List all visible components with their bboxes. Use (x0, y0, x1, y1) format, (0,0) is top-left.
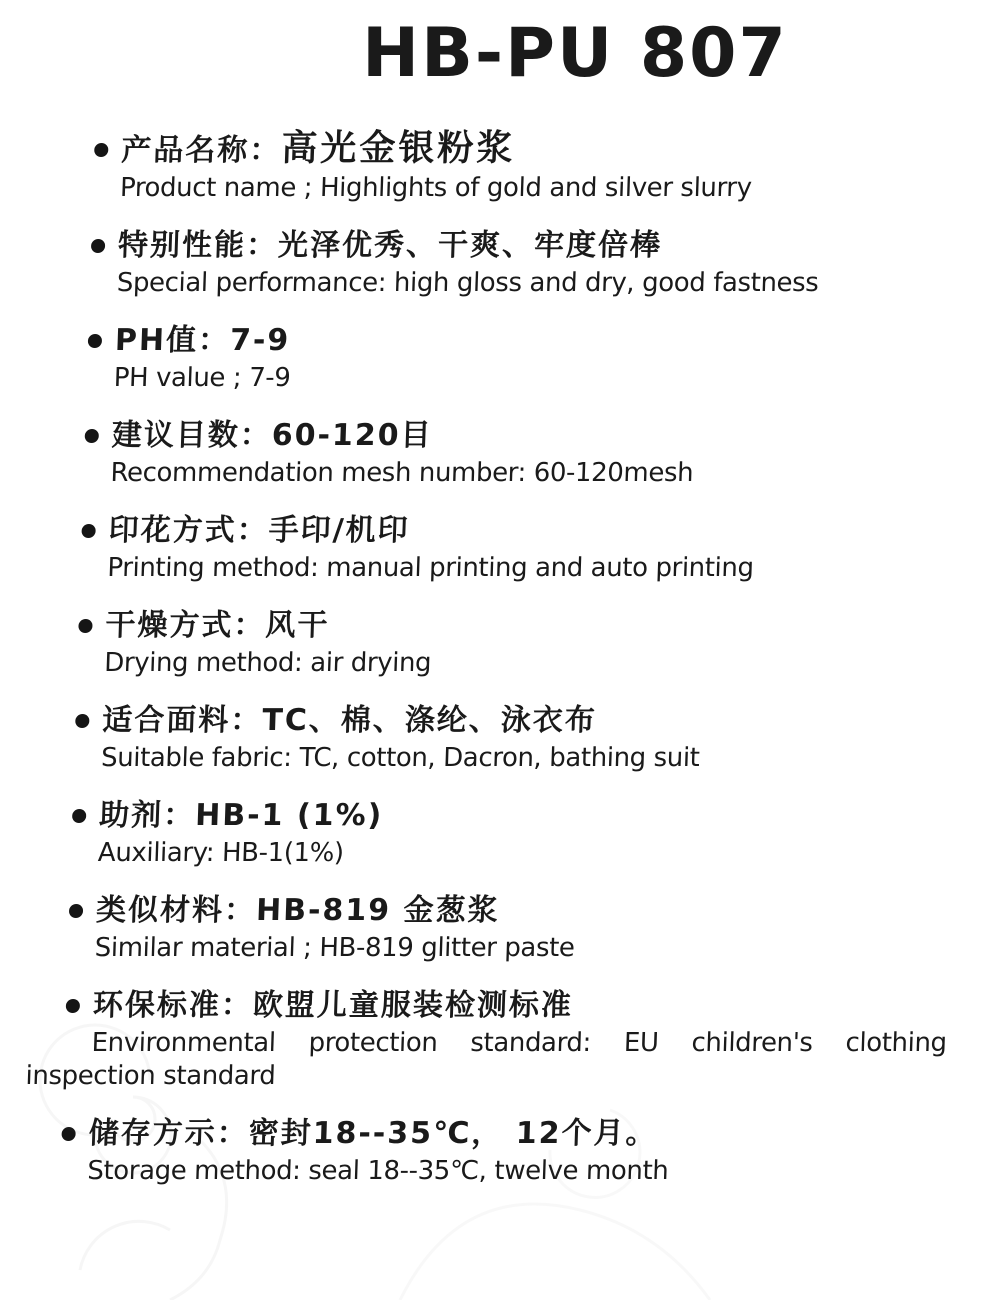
spec-item-chinese-label: 储存方示：密封18--35℃， 12个月。 (88, 1116, 659, 1151)
spec-item-english: Special performance: high gloss and dry, good fastness (116, 268, 819, 298)
bullet-icon (88, 334, 102, 348)
spec-item-chinese-label: PH值：7-9 (114, 323, 291, 358)
spec-item (0, 320, 994, 395)
spec-item-chinese-label: 特别性能：光泽优秀、干爽、牢度倍棒 (117, 228, 663, 263)
page-title: HB-PU 807 (362, 14, 788, 93)
spec-item-english: Drying method: air drying (103, 648, 432, 678)
spec-item-chinese-line (0, 128, 1000, 172)
spec-item-chinese-line (0, 225, 997, 267)
spec-item (0, 1113, 967, 1188)
spec-item (0, 510, 987, 585)
spec-item-chinese-line (0, 415, 990, 457)
spec-item (0, 700, 981, 775)
spec-item-english: Environmental protection standard: EU children's clothing inspection standard (25, 1028, 948, 1091)
spec-item-chinese-line (0, 1113, 967, 1155)
spec-item-english: Printing method: manual printing and auto printing (106, 553, 755, 583)
spec-item-chinese-line (0, 985, 972, 1027)
spec-item-chinese-value: 高光金银粉浆 (280, 128, 517, 169)
spec-item-english: Auxiliary: HB-1(1%) (97, 838, 345, 868)
spec-item (0, 985, 972, 1093)
spec-item-english: Product name ; Highlights of gold and silver slurry (119, 173, 753, 203)
bullet-icon (78, 619, 92, 633)
spec-item (0, 605, 984, 680)
spec-item-chinese-label: 产品名称： (120, 133, 282, 168)
spec-item-chinese-line (0, 510, 987, 552)
bullet-icon (66, 999, 80, 1013)
spec-item-english: Recommendation mesh number: 60-120mesh (110, 458, 694, 488)
spec-item (0, 795, 978, 870)
spec-item (0, 415, 990, 490)
bullet-icon (69, 904, 83, 918)
spec-item-english: Storage method: seal 18--35℃, twelve month (86, 1156, 669, 1186)
spec-item-chinese-line (0, 605, 984, 647)
spec-item-chinese-label: 干燥方式：风干 (104, 608, 331, 643)
spec-list (0, 128, 1000, 1188)
bullet-icon (85, 429, 99, 443)
bullet-icon (61, 1127, 75, 1141)
spec-item-english: Similar material ; HB-819 glitter paste (94, 933, 576, 963)
spec-item-chinese-label: 环保标准：欧盟儿童服装检测标准 (92, 988, 574, 1023)
spec-item (0, 890, 975, 965)
bullet-icon (81, 524, 95, 538)
bullet-icon (72, 809, 86, 823)
spec-item-chinese-line (0, 320, 994, 362)
spec-item-chinese-line (0, 890, 975, 932)
spec-item-chinese-label: 类似材料：HB-819 金葱浆 (95, 893, 501, 928)
bullet-icon (91, 239, 105, 253)
spec-item-chinese-line (0, 795, 978, 837)
spec-item (0, 225, 997, 300)
spec-item-chinese-label: 助剂：HB-1 (1%) (98, 798, 384, 833)
spec-item (0, 128, 1000, 205)
spec-item-english: PH value ; 7-9 (113, 363, 291, 393)
spec-item-chinese-label: 建议目数：60-120目 (111, 418, 434, 453)
spec-item-chinese-line (0, 700, 981, 742)
bullet-icon (75, 714, 89, 728)
spec-item-chinese-label: 适合面料：TC、棉、涤纶、泳衣布 (101, 703, 598, 738)
bullet-icon (94, 143, 108, 157)
spec-item-english: Suitable fabric: TC, cotton, Dacron, bathing suit (100, 743, 701, 773)
spec-item-chinese-label: 印花方式：手印/机印 (108, 513, 411, 548)
